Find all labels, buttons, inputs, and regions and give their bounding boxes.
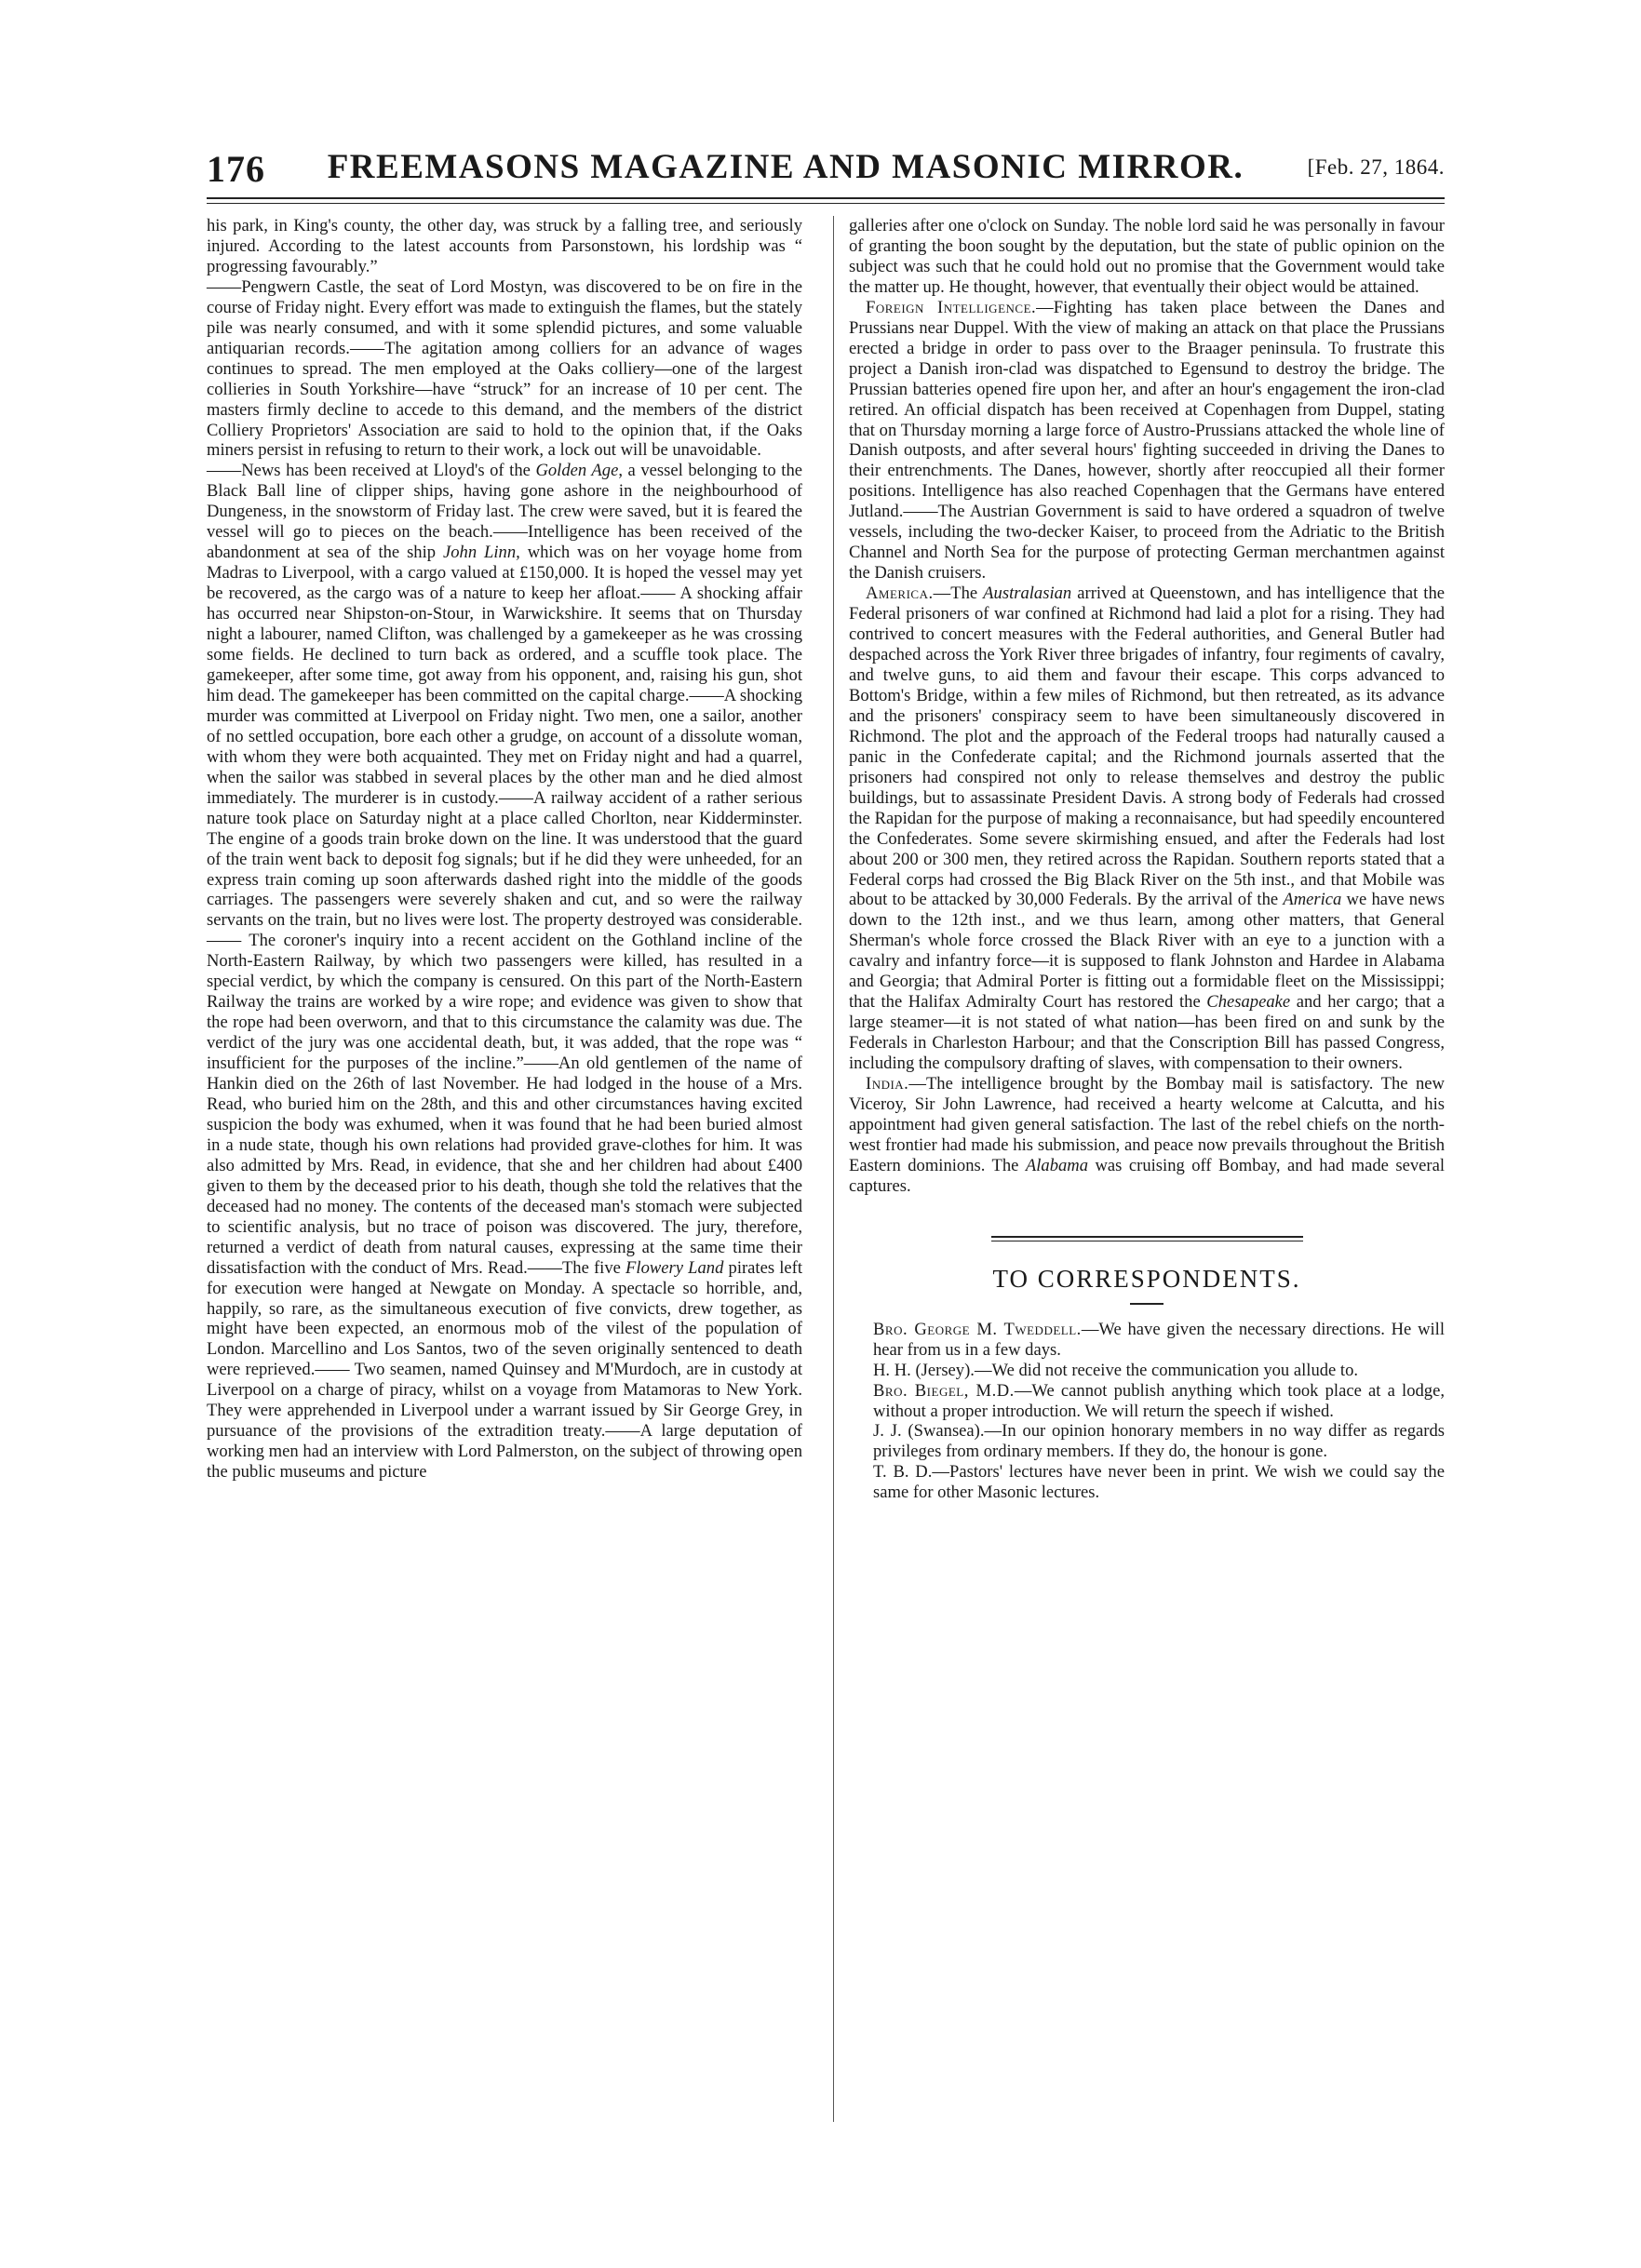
foreign-intelligence-paragraph [849, 298, 1445, 584]
ship-name: Golden Age [535, 461, 619, 481]
correspondent-name: Bro. Biegel, M.D. [873, 1380, 1015, 1401]
correspondent-name: H. H. (Jersey). [873, 1360, 975, 1380]
heading-rule [1130, 1303, 1163, 1305]
correspondent-item [849, 1361, 1445, 1381]
section-label: America. [866, 584, 934, 604]
article-text: ——News has been received at Lloyd's of the [207, 461, 536, 481]
ship-name: John Linn, [442, 543, 520, 563]
correspondents-heading: TO CORRESPONDENTS. [992, 1264, 1301, 1293]
issue-date: [Feb. 27, 1864. [1307, 155, 1445, 179]
article-text: , a vessel belonging to the Black Ball line of clipper ships, having gone ashore in the neighbourhood of Dungeness, in the snowstorm of Friday last. The crew were saved, but it is feared the vessel will go to pieces on the beach.——Intelligence has been received of the abandonment at sea of the ship [207, 461, 802, 563]
left-column [207, 216, 802, 1483]
india-paragraph [849, 1074, 1445, 1197]
correspondent-reply: —Pastors' lectures have never been in print. We wish we could say the same for other Masonic lectures. [873, 1462, 1445, 1503]
ship-name: Flowery Land [625, 1257, 724, 1278]
article-text: and her cargo; that a large steamer—it is not stated of what nation—has been fired on and sunk by the Federals in Charleston Harbour; and that the Conscription Bill has passed Congress, including the compulsory drafting of slaves, with compensation to their owners. [849, 992, 1445, 1074]
correspondent-name: T. B. D. [873, 1462, 933, 1483]
header-rule-thin [207, 203, 1445, 204]
article-paragraph: his park, in King's county, the other day, was struck by a falling tree, and seriously injured. According to the latest accounts from Parsonstown, his lordship was “ progressing favourably.” [207, 216, 802, 276]
section-label: Foreign Intelligence. [866, 297, 1037, 317]
correspondent-item [849, 1462, 1445, 1503]
ship-name: Australasian [983, 584, 1072, 604]
correspondent-name: J. J. (Swansea). [873, 1421, 985, 1442]
correspondent-reply: —We have given the necessary directions. He will hear from us in a few days. [873, 1319, 1445, 1360]
correspondent-item [849, 1381, 1445, 1422]
article-text: —The intelligence brought by the Bombay mail is satisfactory. The new Viceroy, Sir John Lawrence, had received a hearty welcome at Calcutta, and his appointment had given general satisfaction. The last of the rebel chiefs on the north-west frontier had made his submission, and peace now prevails throughout the British Eastern dominions. The [849, 1074, 1445, 1175]
article-text: which was on her voyage home from Madras to Liverpool, with a cargo valued at £150,000. It is hoped the vessel may yet be recovered, as the cargo was of a nature to keep her afloat.—— A shocking affair has occurred near Shipston-on-Stour, in Warwickshire. It seems that on Thursday night a labourer, named Clifton, was challenged by a gamekeeper as he was crossing some fields. He declined to turn back as ordered, and a scuffle took place. The gamekeeper, after some time, got away from his opponent, and, raising his gun, shot him dead. The gamekeeper has been committed on the capital charge.——A shocking murder was committed at Liverpool on Friday night. Two men, one a sailor, another of no settled occupation, bore each other a grudge, on account of a dissolute woman, with whom they were both acquainted. They met on Friday night and had a quarrel, when the sailor was stabbed in several places by the other man and he died almost immediately. The murderer is in custody.——A railway accident of a rather serious nature took place on Saturday night at a place called Chorlton, near Kidderminster. The engine of a goods train broke down on the line. It was understood that the guard of the train went back to deposit fog signals; but if he did they were unheeded, for an express train coming up soon afterwards dashed right into the middle of the goods carriages. The passengers were severely shaken and cut, and so were the railway servants on the train, but no lives were lost. The property destroyed was considerable.—— The coroner's inquiry into a recent accident on the Gothland incline of the North-Eastern Railway, by which two passengers were killed, has resulted in a special verdict, by which the company is censured. On this part of the North-Eastern Railway the trains are worked by a wire rope; and evidence was given to show that the rope had been overworn, and that to this circumstance the calamity was due. The verdict of the jury was one accidental death, but, it was added, that the rope was “ insufficient for the purposes of the incline.”——An old gentlemen of the name of Hankin died on the 26th of last November. He had lodged in the house of a Mrs. Read, who buried him on the 28th, and this and other circumstances having excited suspicion the body was exhumed, when it was found that he had been buried almost in a nude state, though his own relations had provided grave-clothes for him. It was also admitted by Mrs. Read, in evidence, that she and her children had about £400 given to them by the deceased prior to his death, though she told the relatives that the deceased had no money. The contents of the deceased man's stomach were subjected to scientific analysis, but no trace of poison was discovered. The jury, therefore, returned a verdict of death from natural causes, expressing at the same time their dissatisfaction with the conduct of Mrs. Read.——The five [207, 543, 802, 1278]
column-divider [833, 216, 834, 2122]
correspondent-item [849, 1320, 1445, 1361]
article-text: arrived at Queenstown, and has intelligence that the Federal prisoners of war confined at Richmond had laid a plot for a rising. They had contrived to concert measures with the Federal authorities, and General Butler had despached across the York River three brigades of infantry, four regiments of cavalry, and twelve guns, to aid them and favour their escape. This corps advanced to Bottom's Bridge, within a few miles of Richmond, but then retreated, as its advance and the prisoners' conspiracy seem to have been simultaneously discovered in Richmond. The plot and the approach of the Federal troops had naturally caused a panic in the Confederate capital; and the Richmond journals asserted that the prisoners had conspired not only to release themselves and destroy the public buildings, but to assassinate President Davis. A strong body of Federals had crossed the Rapidan for the purpose of making a reconnaisance, but had speedily encountered the Confederates. Some severe skirmishing ensued, and after the Federals had lost about 200 or 300 men, they retired across the Rapidan. Southern reports stated that a Federal corps had crossed the Big Black River on the 5th inst., and that Mobile was about to be attacked by 30,000 Federals. By the arrival of the [849, 584, 1445, 910]
header-rule [207, 197, 1445, 199]
ship-name: Alabama [1025, 1155, 1089, 1175]
page-number: 176 [207, 148, 265, 190]
ship-name: Chesapeake [1206, 992, 1291, 1013]
correspondent-reply: —We did not receive the communication you allude to. [974, 1360, 1359, 1380]
right-column [849, 216, 1445, 1503]
article-text: was cruising off Bombay, and had made several captures. [849, 1155, 1445, 1196]
article-paragraph: galleries after one o'clock on Sunday. The noble lord said he was personally in favour of granting the boon sought by the deputation, but the state of public opinion on the subject was such that he could hold out no promise that the Government would take the matter up. He thought, however, that eventually their object would be attained. [849, 216, 1445, 297]
article-text: —Fighting has taken place between the Danes and Prussians near Duppel. With the view of making an attack on that place the Prussians erected a bridge in order to pass over to the Braager peninsula. To frustrate this project a Danish iron-clad was dispatched to Egensund to destroy the bridge. The Prussian batteries opened fire upon her, and after an hour's engagement the iron-clad retired. An official dispatch has been received at Copenhagen from Duppel, stating that on Thursday morning a large force of Austro-Prussians attacked the whole line of Danish outposts, and after several hours' fighting succeeded in driving the Danes to their entrenchments. The Danes, however, shortly after reoccupied all their former positions. Intelligence has also reached Copenhagen that the Germans have entered Jutland.——The Austrian Government is said to have ordered a squadron of twelve vessels, including the two-decker Kaiser, to proceed from the Adriatic to the British Channel and North Sea for the purpose of protecting German merchantmen against the Danish cruisers. [849, 297, 1446, 584]
article-paragraph [207, 461, 802, 1483]
magazine-title: FREEMASONS MAGAZINE AND MASONIC MIRROR. [327, 148, 1244, 186]
article-text: —The [933, 584, 984, 604]
article-text: we have news down to the 12th inst., and we thus learn, among other matters, that General Sherman's whole force crossed the Black River with an eye to a junction with a cavalry and infantry force—it is supposed to flank Johnston and Hardee in Alabama and Georgia; that Admiral Porter is fitting out a formidable fleet on the Mississippi; that the Halifax Admiralty Court has restored the [849, 890, 1445, 1013]
correspondent-reply: —We cannot publish anything which took place at a lodge, without a proper introduction. We will return the speech if wished. [873, 1380, 1445, 1421]
section-divider [991, 1236, 1303, 1241]
ship-name: America [1283, 890, 1342, 910]
correspondent-item [849, 1421, 1445, 1462]
correspondent-reply: —In our opinion honorary members in no way differ as regards privileges from ordinary members. If they do, the honour is gone. [873, 1421, 1445, 1462]
article-text: pirates left for execution were hanged at Newgate on Monday. A spectacle so horrible, and, happily, so rare, as the simultaneous execution of five convicts, drew together, as might have been expected, an enormous mob of the vilest of the population of London. Marcellino and Los Santos, two of the seven originally sentenced to death were reprieved.—— Two seamen, named Quinsey and M'Murdoch, are in custody at Liverpool on a charge of piracy, whilst on a voyage from Matamoras to New York. They were apprehended in Liverpool under a warrant issued by Sir George Grey, in pursuance of the provisions of the extradition treaty.——A large deputation of working men had an interview with Lord Palmerston, on the subject of throwing open the public museums and picture [207, 1257, 802, 1483]
article-paragraph: ——Pengwern Castle, the seat of Lord Mostyn, was discovered to be on fire in the course of Friday night. Every effort was made to extinguish the flames, but the stately pile was nearly consumed, and with it some splendid pictures, and some valuable antiquarian records.——The agitation among colliers for an advance of wages continues to spread. The men employed at the Oaks colliery—one of the largest collieries in South Yorkshire—have “struck” for an increase of 10 per cent. The masters firmly decline to accede to this demand, and the members of the district Colliery Proprietors' Association are said to hold to the opinion that, if the Oaks miners persist in refusing to return to their work, a lock out will be unavoidable. [207, 276, 802, 461]
america-paragraph [849, 584, 1445, 1074]
section-label: India. [866, 1074, 909, 1094]
correspondent-name: Bro. George M. Tweddell. [873, 1319, 1082, 1339]
page-header [207, 147, 1445, 194]
